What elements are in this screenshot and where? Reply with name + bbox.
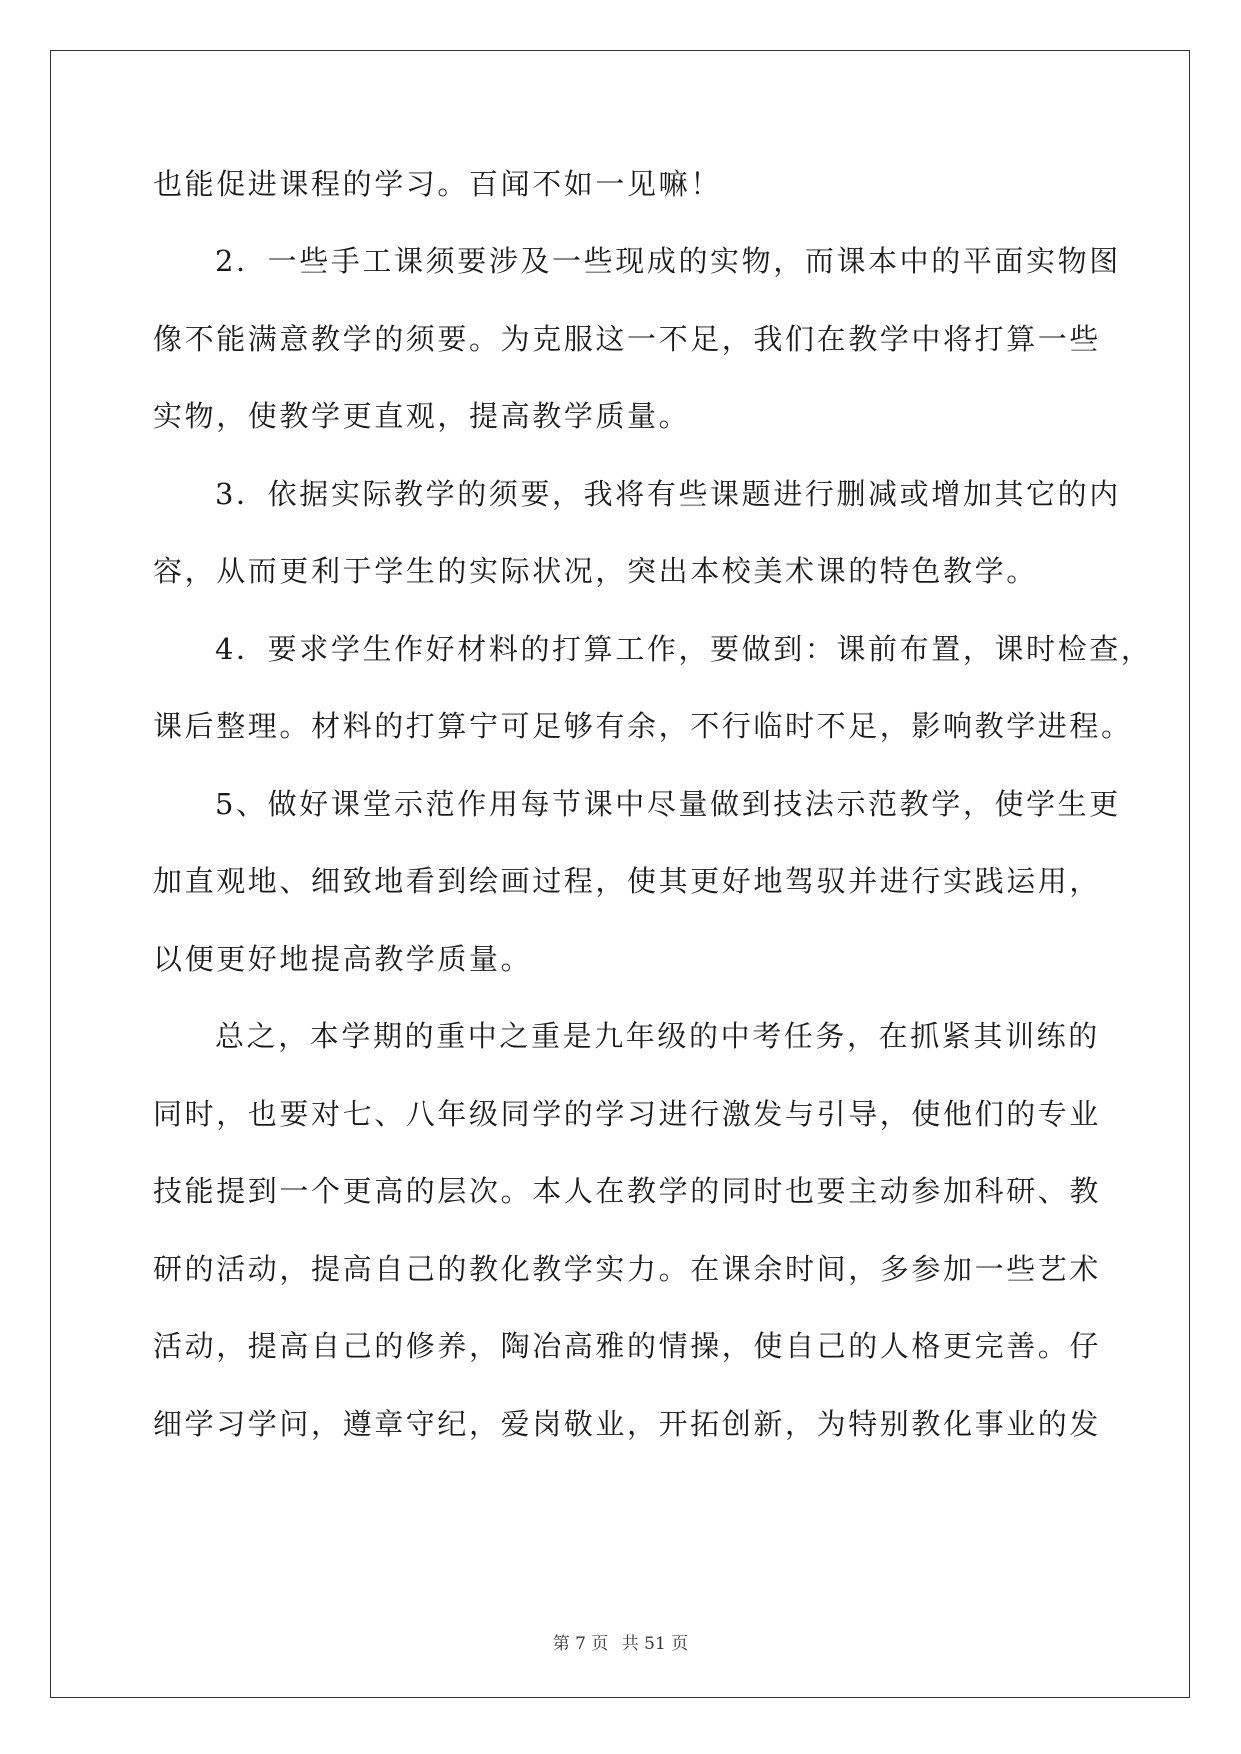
text-line: 技能提到一个更高的层次。本人在教学的同时也要主动参加科研、教 xyxy=(153,1174,1102,1208)
page-number: 第 7 页 xyxy=(552,1634,609,1654)
text-line: 同时，也要对七、八年级同学的学习进行激发与引导，使他们的专业 xyxy=(153,1097,1102,1131)
text-line: 研的活动，提高自己的教化教学实力。在课余时间，多参加一些艺术 xyxy=(153,1252,1102,1286)
text-line: 活动，提高自己的修养，陶冶高雅的情操，使自己的人格更完善。仔 xyxy=(153,1329,1102,1363)
text-line: 课后整理。材料的打算宁可足够有余，不行临时不足，影响教学进程。 xyxy=(153,709,1133,743)
text-line: 3．依据实际教学的须要，我将有些课题进行删减或增加其它的内 xyxy=(215,477,1121,511)
page-total: 共 51 页 xyxy=(621,1634,689,1654)
text-line: 像不能满意教学的须要。为克服这一不足，我们在教学中将打算一些 xyxy=(153,322,1102,356)
text-line: 4．要求学生作好材料的打算工作，要做到：课前布置，课时检查， xyxy=(215,632,1153,666)
text-line: 也能促进课程的学习。百闻不如一见嘛！ xyxy=(153,167,722,201)
text-line: 2．一些手工课须要涉及一些现成的实物，而课本中的平面实物图 xyxy=(215,244,1121,278)
text-line: 总之，本学期的重中之重是九年级的中考任务，在抓紧其训练的 xyxy=(215,1019,1100,1053)
text-line: 细学习学问，遵章守纪，爱岗敬业，开拓创新，为特别教化事业的发 xyxy=(153,1407,1102,1441)
text-line: 容，从而更利于学生的实际状况，突出本校美术课的特色教学。 xyxy=(153,554,1038,588)
page-footer xyxy=(0,1629,1241,1654)
text-line: 加直观地、细致地看到绘画过程，使其更好地驾驭并进行实践运用， xyxy=(153,864,1102,898)
text-line: 以便更好地提高教学质量。 xyxy=(153,942,533,976)
text-line: 5、做好课堂示范作用每节课中尽量做到技法示范教学，使学生更 xyxy=(215,787,1121,821)
text-line: 实物，使教学更直观，提高教学质量。 xyxy=(153,399,691,433)
